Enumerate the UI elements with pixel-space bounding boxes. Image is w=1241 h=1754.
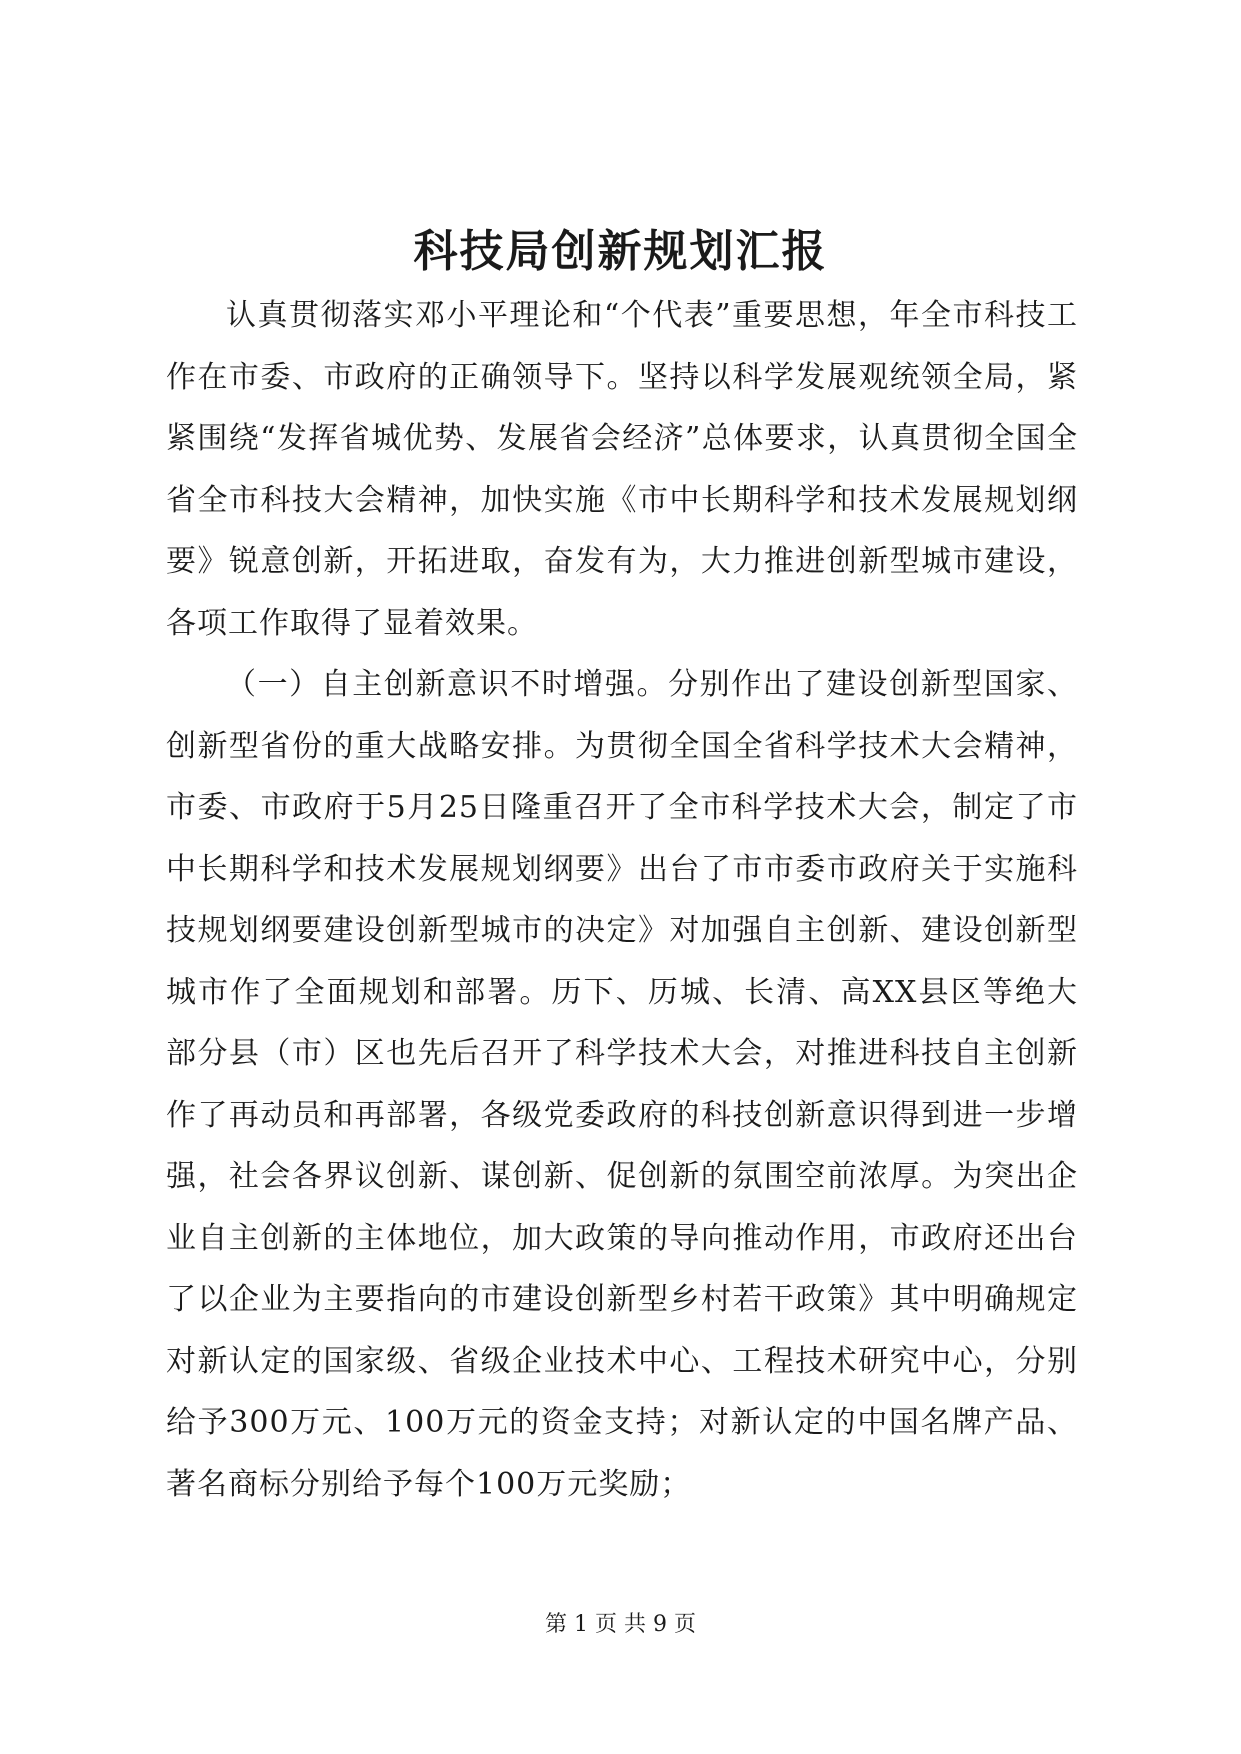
- page-footer: [0, 1610, 1241, 1640]
- page-total: 共 9 页: [624, 1612, 696, 1637]
- page-number: 第 1 页: [545, 1612, 617, 1637]
- paragraph-intro: 认真贯彻落实邓小平理论和“个代表”重要思想，年全市科技工作在市委、市政府的正确领导下。坚持以科学发展观统领全局，紧紧围绕“发挥省城优势、发展省会经济”总体要求，认真贯彻全国全省全市科技大会精神，加快实施《市中长期科学和技术发展规划纲要》锐意创新，开拓进取，奋发有为，大力推进创新型城市建设，各项工作取得了显着效果。: [166, 298, 1078, 641]
- document-title: 科技局创新规划汇报: [413, 226, 828, 277]
- document-body: [166, 285, 1078, 1515]
- paragraph-section-1: （一）自主创新意识不时增强。分别作出了建设创新型国家、创新型省份的重大战略安排。为贯彻全国全省科学技术大会精神，市委、市政府于5月25日隆重召开了全市科学技术大会，制定了市中长期科学和技术发展规划纲要》出台了市市委市政府关于实施科技规划纲要建设创新型城市的决定》对加强自主创新、建设创新型城市作了全面规划和部署。历下、历城、长清、高XX县区等绝大部分县（市）区也先后召开了科学技术大会，对推进科技自主创新作了再动员和再部署，各级党委政府的科技创新意识得到进一步增强，社会各界议创新、谋创新、促创新的氛围空前浓厚。为突出企业自主创新的主体地位，加大政策的导向推动作用，市政府还出台了以企业为主要指向的市建设创新型乡村若干政策》其中明确规定对新认定的国家级、省级企业技术中心、工程技术研究中心，分别给予300万元、100万元的资金支持；对新认定的中国名牌产品、著名商标分别给予每个100万元奖励；: [166, 667, 1078, 1502]
